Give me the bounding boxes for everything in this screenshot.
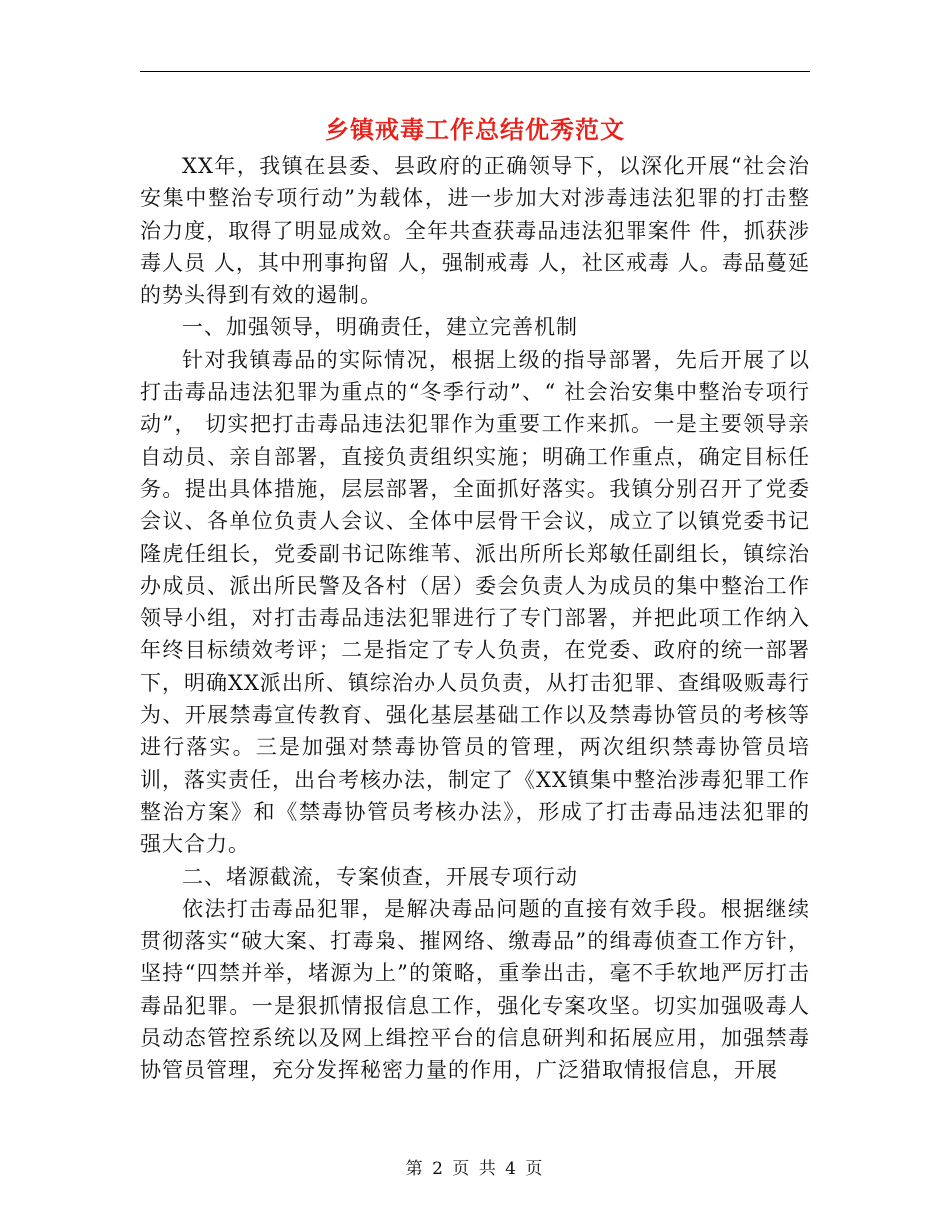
section-heading-2: 二、堵源截流，专案侦查，开展专项行动 — [182, 864, 578, 889]
paragraph-section-1: 针对我镇毒品的实际情况，根据上级的指导部署，先后开展了以打击毒品违法犯罪为重点的“冬季行动”、“ 社会治安集中整治专项行动”， 切实把打击毒品违法犯罪作为重要工作来抓。一是主要领导亲自动员、亲自部署，直接负责组织实施；明确工作重点，确定目标任务。提出具体措施，层层部署，全面抓好落实。我镇分别召开了党委会议、各单位负责人会议、全体中层骨干会议，成立了以镇党委书记隆虎任组长，党委副书记陈维苇、派出所所长郑敏任副组长，镇综治办成员、派出所民警及各村（居）委会负责人为成员的集中整治工作领导小组，对打击毒品违法犯罪进行了专门部署，并把此项工作纳入年终目标绩效考评；二是指定了专人负责，在党委、政府的统一部署下，明确XX派出所、镇综治办人员负责，从打击犯罪、查缉吸贩毒行为、开展禁毒宣传教育、强化基层基础工作以及禁毒协管员的考核等进行落实。三是加强对禁毒协管员的管理，两次组织禁毒协管员培训，落实责任，出台考核办法，制定了《XX镇集中整治涉毒犯罪工作整治方案》和《禁毒协管员考核办法》，形成了打击毒品违法犯罪的强大合力。 — [140, 347, 810, 857]
header-rule — [140, 71, 810, 72]
section-heading-1: 一、加强领导，明确责任，建立完善机制 — [182, 315, 578, 340]
page-footer: 第 2 页 共 4 页 — [405, 1159, 545, 1179]
document-body — [140, 150, 810, 1087]
document-title: 乡镇戒毒工作总结优秀范文 — [325, 116, 625, 144]
paragraph-section-2: 依法打击毒品犯罪，是解决毒品问题的直接有效手段。根据继续贯彻落实“破大案、打毒枭、摧网络、缴毒品”的缉毒侦查工作方针，坚持“四禁并举，堵源为上”的策略，重拳出击，毫不手软地严厉打击毒品犯罪。一是狠抓情报信息工作，强化专案攻坚。切实加强吸毒人员动态管控系统以及网上缉控平台的信息研判和拓展应用，加强禁毒协管员管理，充分发挥秘密力量的作用，广泛猎取情报信息，开展 — [140, 896, 810, 1083]
paragraph-intro: XX年，我镇在县委、县政府的正确领导下，以深化开展“社会治安集中整治专项行动”为载体，进一步加大对涉毒违法犯罪的打击整治力度，取得了明显成效。全年共查获毒品违法犯罪案件 件，抓获涉毒人员 人，其中刑事拘留 人，强制戒毒 人，社区戒毒 人。毒品蔓延的势头得到有效的遏制。 — [140, 154, 810, 308]
